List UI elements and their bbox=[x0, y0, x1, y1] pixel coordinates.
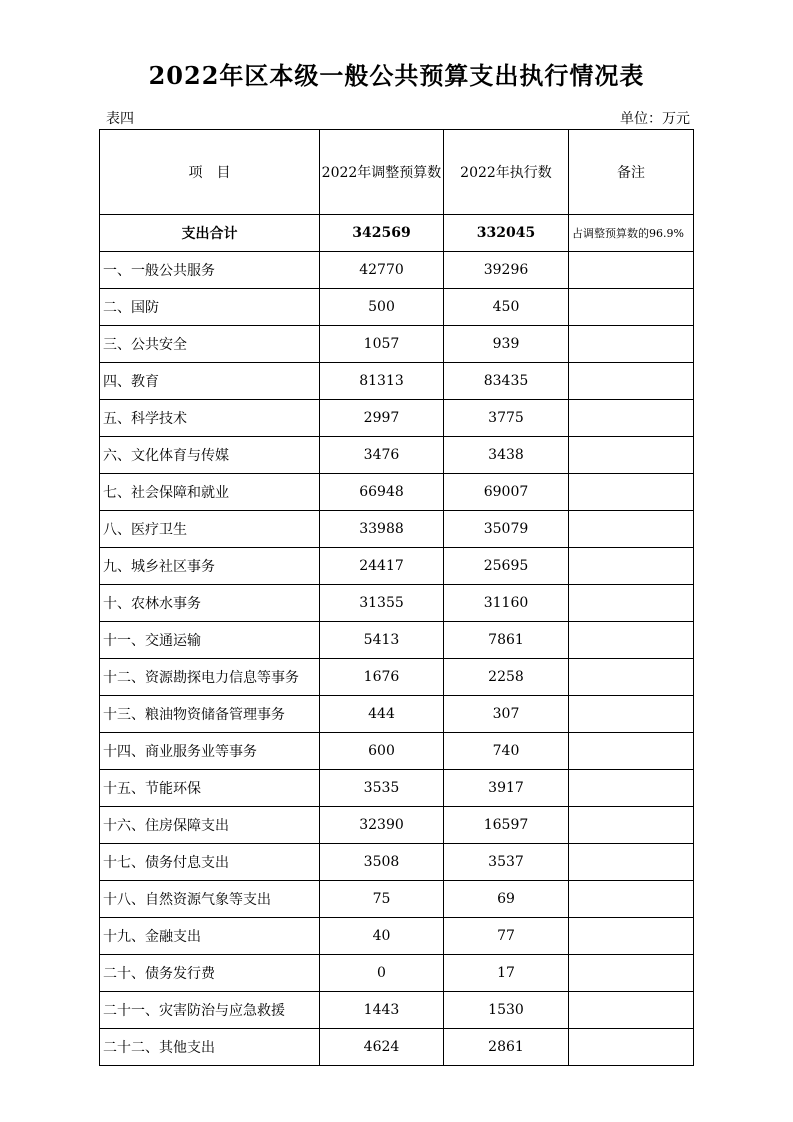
row-budget: 3508 bbox=[320, 844, 444, 881]
row-name: 十七、债务付息支出 bbox=[100, 844, 320, 881]
header-note: 备注 bbox=[569, 130, 694, 215]
row-budget: 1443 bbox=[320, 992, 444, 1029]
row-note bbox=[569, 437, 694, 474]
row-budget: 32390 bbox=[320, 807, 444, 844]
row-note bbox=[569, 1029, 694, 1066]
row-name: 二十一、灾害防治与应急救援 bbox=[100, 992, 320, 1029]
row-note bbox=[569, 844, 694, 881]
row-actual: 69 bbox=[444, 881, 569, 918]
row-budget: 81313 bbox=[320, 363, 444, 400]
row-note bbox=[569, 881, 694, 918]
row-note bbox=[569, 992, 694, 1029]
table-row bbox=[100, 918, 694, 955]
header-budget: 2022年调整预算数 bbox=[320, 130, 444, 215]
row-name: 十一、交通运输 bbox=[100, 622, 320, 659]
row-note bbox=[569, 474, 694, 511]
table-row bbox=[100, 622, 694, 659]
row-name: 四、教育 bbox=[100, 363, 320, 400]
row-actual: 39296 bbox=[444, 252, 569, 289]
row-actual: 25695 bbox=[444, 548, 569, 585]
total-note: 占调整预算数的96.9% bbox=[569, 215, 694, 252]
row-actual: 2861 bbox=[444, 1029, 569, 1066]
table-row bbox=[100, 289, 694, 326]
row-actual: 83435 bbox=[444, 363, 569, 400]
row-budget: 24417 bbox=[320, 548, 444, 585]
row-actual: 450 bbox=[444, 289, 569, 326]
header-actual: 2022年执行数 bbox=[444, 130, 569, 215]
row-actual: 77 bbox=[444, 918, 569, 955]
total-actual: 332045 bbox=[444, 215, 569, 252]
row-note bbox=[569, 400, 694, 437]
row-actual: 307 bbox=[444, 696, 569, 733]
row-actual: 35079 bbox=[444, 511, 569, 548]
row-note bbox=[569, 622, 694, 659]
row-name: 二、国防 bbox=[100, 289, 320, 326]
row-name: 十八、自然资源气象等支出 bbox=[100, 881, 320, 918]
row-note bbox=[569, 918, 694, 955]
row-name: 五、科学技术 bbox=[100, 400, 320, 437]
row-note bbox=[569, 511, 694, 548]
row-note bbox=[569, 252, 694, 289]
row-name: 七、社会保障和就业 bbox=[100, 474, 320, 511]
row-note bbox=[569, 733, 694, 770]
table-row bbox=[100, 585, 694, 622]
row-actual: 7861 bbox=[444, 622, 569, 659]
row-name: 八、医疗卫生 bbox=[100, 511, 320, 548]
total-name: 支出合计 bbox=[100, 215, 320, 252]
row-note bbox=[569, 770, 694, 807]
table-row bbox=[100, 326, 694, 363]
row-budget: 31355 bbox=[320, 585, 444, 622]
row-budget: 500 bbox=[320, 289, 444, 326]
table-row bbox=[100, 992, 694, 1029]
row-budget: 5413 bbox=[320, 622, 444, 659]
row-note bbox=[569, 289, 694, 326]
row-name: 九、城乡社区事务 bbox=[100, 548, 320, 585]
row-budget: 1676 bbox=[320, 659, 444, 696]
row-budget: 33988 bbox=[320, 511, 444, 548]
table-row bbox=[100, 511, 694, 548]
page-title: 2022年区本级一般公共预算支出执行情况表 bbox=[148, 61, 645, 90]
row-note bbox=[569, 326, 694, 363]
row-budget: 66948 bbox=[320, 474, 444, 511]
table-row bbox=[100, 363, 694, 400]
header-item: 项 目 bbox=[100, 130, 320, 215]
table-row bbox=[100, 252, 694, 289]
table-row bbox=[100, 400, 694, 437]
row-actual: 69007 bbox=[444, 474, 569, 511]
row-actual: 1530 bbox=[444, 992, 569, 1029]
row-budget: 3535 bbox=[320, 770, 444, 807]
row-actual: 3438 bbox=[444, 437, 569, 474]
row-actual: 3775 bbox=[444, 400, 569, 437]
total-row bbox=[100, 215, 694, 252]
header-row bbox=[100, 130, 694, 215]
row-name: 十五、节能环保 bbox=[100, 770, 320, 807]
row-name: 十三、粮油物资储备管理事务 bbox=[100, 696, 320, 733]
row-name: 一、一般公共服务 bbox=[100, 252, 320, 289]
table-number: 表四 bbox=[106, 111, 134, 127]
row-actual: 17 bbox=[444, 955, 569, 992]
row-actual: 16597 bbox=[444, 807, 569, 844]
table-row bbox=[100, 659, 694, 696]
row-budget: 75 bbox=[320, 881, 444, 918]
row-note bbox=[569, 955, 694, 992]
row-note bbox=[569, 659, 694, 696]
row-name: 十六、住房保障支出 bbox=[100, 807, 320, 844]
row-actual: 939 bbox=[444, 326, 569, 363]
table-row bbox=[100, 733, 694, 770]
table-row bbox=[100, 881, 694, 918]
row-name: 二十二、其他支出 bbox=[100, 1029, 320, 1066]
row-note bbox=[569, 363, 694, 400]
row-budget: 3476 bbox=[320, 437, 444, 474]
row-name: 十四、商业服务业等事务 bbox=[100, 733, 320, 770]
row-budget: 40 bbox=[320, 918, 444, 955]
table-row bbox=[100, 955, 694, 992]
row-name: 六、文化体育与传媒 bbox=[100, 437, 320, 474]
row-name: 三、公共安全 bbox=[100, 326, 320, 363]
unit-label: 单位：万元 bbox=[620, 111, 690, 127]
row-budget: 600 bbox=[320, 733, 444, 770]
row-name: 十二、资源勘探电力信息等事务 bbox=[100, 659, 320, 696]
row-note bbox=[569, 696, 694, 733]
row-actual: 740 bbox=[444, 733, 569, 770]
row-budget: 444 bbox=[320, 696, 444, 733]
total-budget: 342569 bbox=[320, 215, 444, 252]
table-row bbox=[100, 548, 694, 585]
row-note bbox=[569, 585, 694, 622]
table-row bbox=[100, 1029, 694, 1066]
row-actual: 2258 bbox=[444, 659, 569, 696]
row-budget: 2997 bbox=[320, 400, 444, 437]
table-row bbox=[100, 844, 694, 881]
row-name: 二十、债务发行费 bbox=[100, 955, 320, 992]
row-budget: 0 bbox=[320, 955, 444, 992]
table-row bbox=[100, 696, 694, 733]
row-budget: 1057 bbox=[320, 326, 444, 363]
table-row bbox=[100, 437, 694, 474]
row-actual: 3917 bbox=[444, 770, 569, 807]
row-note bbox=[569, 807, 694, 844]
row-note bbox=[569, 548, 694, 585]
row-budget: 42770 bbox=[320, 252, 444, 289]
row-actual: 31160 bbox=[444, 585, 569, 622]
row-name: 十九、金融支出 bbox=[100, 918, 320, 955]
table-row bbox=[100, 807, 694, 844]
row-budget: 4624 bbox=[320, 1029, 444, 1066]
table-row bbox=[100, 770, 694, 807]
table-row bbox=[100, 474, 694, 511]
row-actual: 3537 bbox=[444, 844, 569, 881]
row-name: 十、农林水事务 bbox=[100, 585, 320, 622]
expenditure-table bbox=[99, 129, 694, 1066]
